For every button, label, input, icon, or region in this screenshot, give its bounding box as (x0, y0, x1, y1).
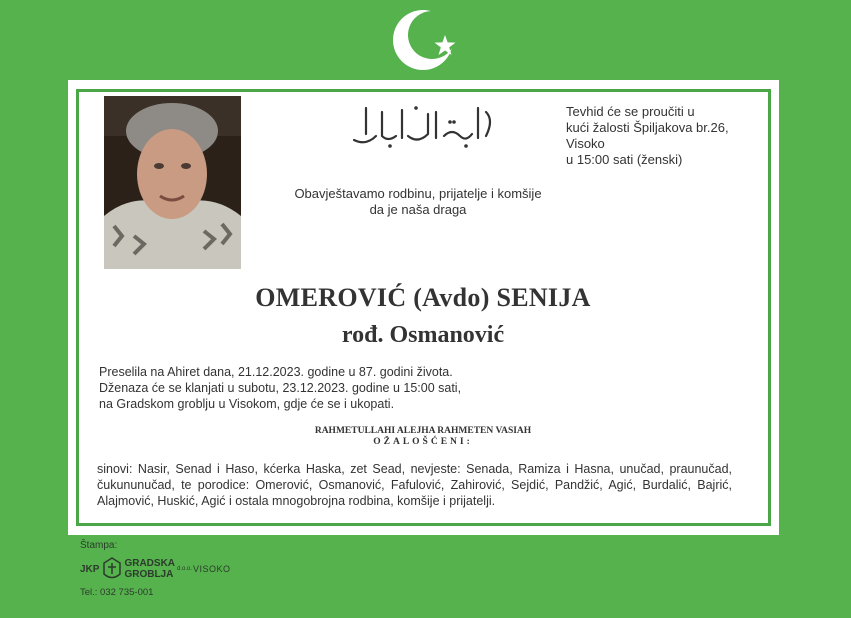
printer-logo (80, 557, 231, 581)
details-line: Dženaza će se klanjati u subotu, 23.12.2023. godine u 15:00 sati, (99, 381, 462, 395)
intro-line: Obavještavamo rodbinu, prijatelje i komšije (294, 186, 542, 201)
tevhid-info (566, 104, 766, 168)
details-line: Preselila na Ahiret dana, 21.12.2023. godine u 87. godini života. (99, 365, 453, 379)
details-line: na Gradskom groblju u Visokom, gdje će se i ukopati. (99, 397, 395, 411)
company-type: d.o.o. (177, 566, 193, 572)
obituary-card (68, 80, 779, 535)
deceased-photo (104, 96, 241, 269)
prayer-text: RAHMETULLAHI ALEJHA RAHMETEN VASIAH (314, 426, 532, 436)
city-label: VISOKO (193, 564, 231, 574)
logo-line: GRADSKA (124, 558, 176, 569)
intro-text (273, 186, 563, 218)
gradska-groblja-logo-icon (103, 557, 121, 581)
mourners-label: OŽALOŠĆENI: (373, 437, 473, 447)
jkp-label: JKP (80, 563, 100, 575)
phone-number: Tel.: 032 735-001 (80, 587, 154, 598)
stampa-label: Štampa: (80, 540, 118, 551)
intro-line: da je naša draga (369, 202, 467, 217)
funeral-details (99, 364, 659, 412)
tevhid-line: kući žalosti Špiljakova br.26, Visoko (566, 120, 729, 151)
crescent-star-icon (393, 8, 457, 72)
logo-text (124, 558, 175, 580)
maiden-name: rođ. Osmanović (341, 322, 505, 348)
deceased-name: OMEROVIĆ (Avdo) SENIJA (255, 283, 591, 312)
prayer-block (128, 426, 718, 448)
tevhid-line: Tevhid će se proučiti u (566, 104, 695, 119)
logo-line: GROBLJA (124, 569, 174, 580)
arabic-calligraphy-icon (346, 100, 498, 150)
tevhid-line: u 15:00 sati (ženski) (566, 152, 683, 167)
mourners-list: sinovi: Nasir, Senad i Haso, kćerka Haska, zet Sead, nevjeste: Senada, Ramiza i Hasna, unučad, praunučad, čukununučad, te porodice: Omerović, Osmanović, Fafulović, Zahirović, Sejdić, Pandžić, Agić, Burdalić, Bajrić, Alajmović, Huskić, Agić i ostala mnogobrojna rodbina, komšije i prijatelji. (97, 462, 732, 508)
